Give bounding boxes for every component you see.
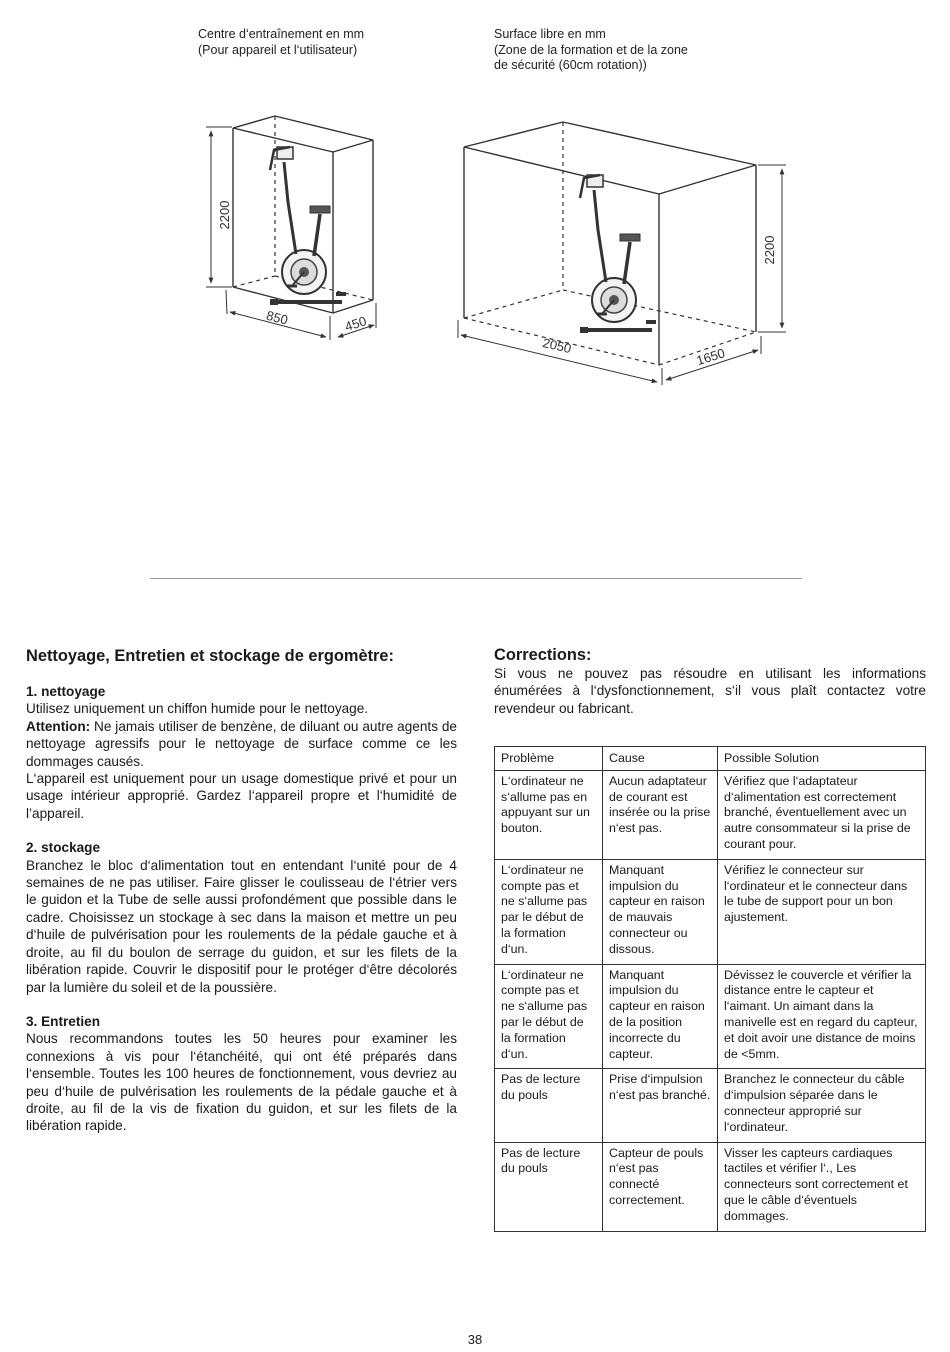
table-row (495, 1142, 926, 1231)
cause-cell: Aucun adaptateur de courant est insérée ou la prise n‘est pas. (603, 770, 718, 859)
space-diagram (0, 0, 950, 400)
caption-line: (Pour appareil et l‘utilisateur) (198, 42, 358, 57)
caption-line: Surface libre en mm (494, 27, 606, 41)
cause-cell: Manquant impulsion du capteur en raison de mauvais connecteur ou dissous. (603, 859, 718, 964)
column-header: Cause (603, 747, 718, 771)
cleaning-text: Utilisez uniquement un chiffon humide pour le nettoyage. (26, 701, 369, 717)
corrections-intro: Si vous ne pouvez pas résoudre en utilisant les informations énumérées à l‘dysfonctionnement, s‘il vous plaît contactez votre revendeur ou fabricant. (494, 666, 926, 716)
right-width-label: 2050 (541, 335, 573, 357)
attention-label: Attention: (26, 718, 91, 734)
solution-cell: Branchez le connecteur du câble d‘impulsion séparée dans le connecteur approprié sur l‘ordinateur. (718, 1069, 926, 1142)
right-height-label: 2200 (762, 235, 777, 265)
table-header-row (495, 747, 926, 771)
caption-line: (Zone de la formation et de la zone (494, 42, 688, 57)
corrections-section (494, 645, 926, 717)
caption-line: de sécurité (60cm rotation)) (494, 58, 647, 72)
left-height-label: 2200 (217, 200, 232, 230)
problem-cell: L‘ordinateur ne compte pas et ne s‘allume pas par le début de la formation d‘un. (495, 859, 603, 964)
caption-line: Centre d‘entraînement en mm (198, 27, 365, 41)
right-depth-label: 1650 (694, 345, 727, 369)
training-area-diagram (206, 116, 376, 340)
free-area-diagram (458, 122, 786, 385)
service-heading: 3. Entretien (26, 1013, 101, 1029)
maintenance-section (26, 646, 457, 1135)
storage-text: Branchez le bloc d‘alimentation tout en entendant l‘unité pour de 4 semaines de ne pas utiliser. Faire glisser le coulisseau de l‘étrier vers le guidon et la Tube de selle aussi profondément que possible dans le cadre. Choisissez un stockage à sec dans la maison et mettre un peu d‘huile de pulvérisation pour les roulements de la pédale gauche et à droite, au fil du boulon de serrage du guidon, et sur les filets de la libération rapide. Couvrir le dispositif pour le protéger d‘être décolorés par la lumière du soleil et de la poussière. (26, 857, 457, 995)
table-row (495, 1069, 926, 1142)
left-width-label: 850 (264, 307, 290, 328)
attention-text: Ne jamais utiliser de benzène, de diluant ou autre agents de nettoyage agressifs pour le nettoyage de surface comme ce les dommages causés. (26, 718, 457, 769)
table-row (495, 859, 926, 964)
cause-cell: Capteur de pouls n‘est pas connecté correctement. (603, 1142, 718, 1231)
service-text: Nous recommandons toutes les 50 heures pour examiner les connexions à vis pour l‘étanchéité, qui ont été préparés dans l‘ensemble. Toutes les 100 heures de fonctionnement, vous devriez au peu d‘huile de pulvérisation les roulements de la pédale gauche et à droite, au fil de la vis de fixation du guidon, et sur les filets de la libération rapide. (26, 1031, 457, 1134)
cleaning-heading: 1. nettoyage (26, 684, 106, 699)
solution-cell: Vérifiez le connecteur sur l‘ordinateur et le connecteur dans le tube de support pour un bon ajustement. (718, 859, 926, 964)
cause-cell: Manquant impulsion du capteur en raison de la position incorrecte du capteur. (603, 964, 718, 1069)
page-number: 38 (467, 1332, 483, 1347)
problem-cell: L‘ordinateur ne compte pas et ne s‘allume pas par le début de la formation d‘un. (495, 964, 603, 1069)
storage-heading: 2. stockage (26, 840, 101, 856)
left-depth-label: 450 (342, 313, 369, 335)
cleaning-attention (26, 718, 457, 770)
section-divider (150, 578, 802, 579)
solution-cell: Vérifiez que l‘adaptateur d‘alimentation est correctement branché, éventuellement avec un autre consommateur si la prise de courant pour. (718, 770, 926, 859)
troubleshooting-table (494, 746, 926, 1232)
table-row (495, 770, 926, 859)
problem-cell: Pas de lecture du pouls (495, 1142, 603, 1231)
column-header: Problème (495, 747, 603, 771)
solution-cell: Dévissez le couvercle et vérifier la distance entre le capteur et l‘aimant. Un aimant dans la manivelle est en regard du capteur, et doit avoir une distance de moins de <5mm. (718, 964, 926, 1069)
column-header: Possible Solution (718, 747, 926, 771)
bike-illustration (270, 147, 346, 302)
cause-cell: Prise d‘impulsion n‘est pas branché. (603, 1069, 718, 1142)
corrections-title: Corrections: (494, 646, 592, 664)
maintenance-title: Nettoyage, Entretien et stockage de ergomètre: (26, 647, 394, 665)
bike-illustration (580, 175, 656, 330)
table-row (495, 964, 926, 1069)
problem-cell: Pas de lecture du pouls (495, 1069, 603, 1142)
problem-cell: L‘ordinateur ne s‘allume pas en appuyant sur un bouton. (495, 770, 603, 859)
solution-cell: Visser les capteurs cardiaques tactiles et vérifier l‘., Les connecteurs sont correctement et que le câble d‘éventuels dommages. (718, 1142, 926, 1231)
cleaning-usage-text: L‘appareil est uniquement pour un usage domestique privé et pour un usage intérieur approprié. Gardez l‘appareil propre et l‘humidité de l’appareil. (26, 771, 457, 821)
